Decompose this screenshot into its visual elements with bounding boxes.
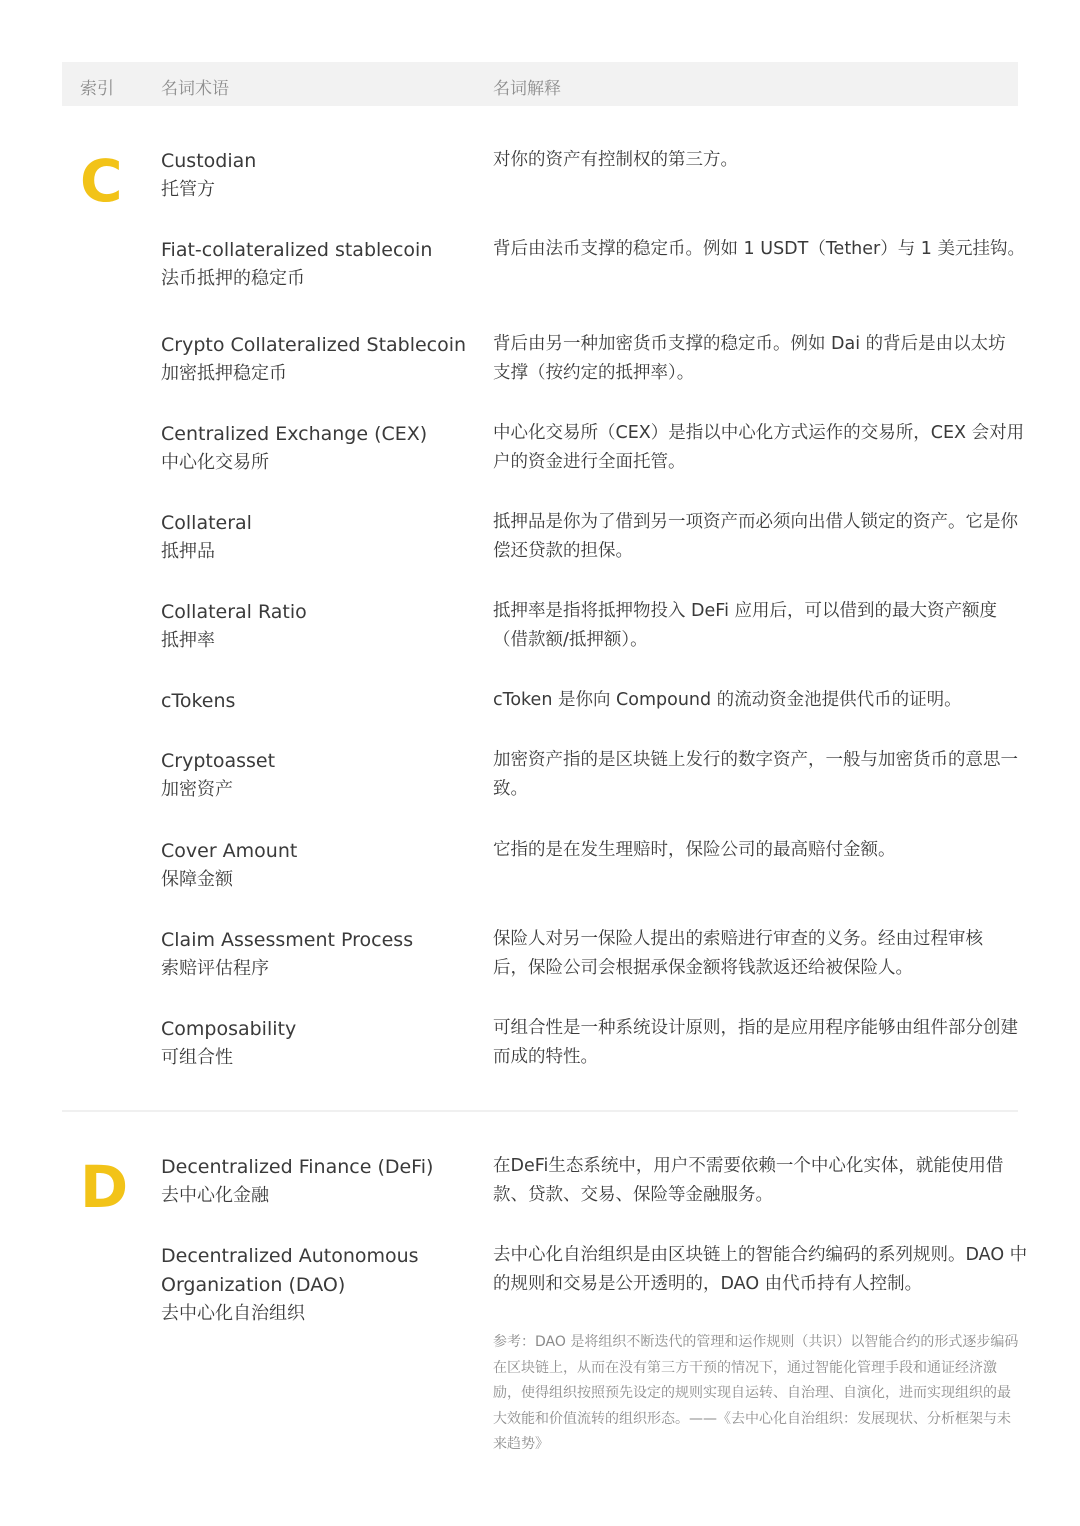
term-cn: 中心化交易所	[161, 452, 269, 473]
definition: 抵押品是你为了借到另一项资产而必须向出借人锁定的资产。它是你偿还贷款的担保。	[493, 512, 1018, 561]
definition: 背后由法币支撑的稳定币。例如 1 USDT（Tether）与 1 美元挂钩。	[493, 239, 1025, 259]
term-collateral	[161, 509, 471, 566]
term-en: Crypto Collateralized Stablecoin	[161, 334, 467, 356]
section-divider	[62, 1110, 1018, 1112]
term-custodian	[161, 147, 471, 204]
term-defi	[161, 1153, 471, 1210]
definition: 保险人对另一保险人提出的索赔进行审查的义务。经由过程审核后，保险公司会根据承保金额将钱款返还给被保险人。	[493, 929, 983, 978]
term-cn: 抵押率	[161, 630, 215, 651]
term-cryptoasset	[161, 747, 471, 804]
term-cn: 托管方	[161, 179, 215, 200]
term-en: Centralized Exchange (CEX)	[161, 423, 428, 445]
term-cn: 加密资产	[161, 779, 233, 800]
term-cn: 法币抵押的稳定币	[161, 268, 305, 289]
definition: 它指的是在发生理赔时，保险公司的最高赔付金额。	[493, 840, 896, 860]
definition: 加密资产指的是区块链上发行的数字资产，一般与加密货币的意思一致。	[493, 750, 1018, 799]
term-en: Collateral Ratio	[161, 601, 307, 623]
term-en: Decentralized Finance (DeFi)	[161, 1156, 434, 1178]
term-cex	[161, 420, 471, 477]
definition: 抵押率是指将抵押物投入 DeFi 应用后，可以借到的最大资产额度（借款额/抵押额）。	[493, 601, 998, 650]
definition: 在DeFi生态系统中，用户不需要依赖一个中心化实体，就能使用借款、贷款、交易、保险等金融服务。	[493, 1156, 1004, 1205]
term-cn: 去中心化金融	[161, 1185, 269, 1206]
header-index: 索引	[80, 79, 114, 99]
term-cover-amount	[161, 837, 471, 894]
definition: 背后由另一种加密货币支撑的稳定币。例如 Dai 的背后是由以太坊支撑（按约定的抵押率）。	[493, 334, 1006, 383]
term-dao	[161, 1242, 421, 1328]
term-en: Claim Assessment Process	[161, 929, 414, 951]
term-collateral-ratio	[161, 598, 471, 655]
definition: 去中心化自治组织是由区块链上的智能合约编码的系列规则。DAO 中的规则和交易是公开透明的，DAO 由代币持有人控制。	[493, 1245, 1028, 1294]
term-en: Cover Amount	[161, 840, 298, 862]
term-cn: 去中心化自治组织	[161, 1303, 305, 1324]
term-crypto-stablecoin	[161, 331, 471, 388]
header-term: 名词术语	[161, 79, 229, 99]
term-en: cTokens	[161, 690, 236, 712]
term-en: Collateral	[161, 512, 252, 534]
term-en: Custodian	[161, 150, 257, 172]
definition: 可组合性是一种系统设计原则，指的是应用程序能够由组件部分创建而成的特性。	[493, 1018, 1018, 1067]
term-ctokens	[161, 687, 471, 716]
term-cn: 保障金额	[161, 869, 233, 890]
term-en: Composability	[161, 1018, 297, 1040]
reference-note: 参考：DAO 是将组织不断迭代的管理和运作规则（共识）以智能合约的形式逐步编码在区块链上，从而在没有第三方干预的情况下，通过智能化管理手段和通证经济激励，使得组织按照预先设定的规则实现自运转、自治理、自演化，进而实现组织的最大效能和价值流转的组织形态。——《去中心化自治组织：发展现状、分析框架与未来趋势》	[493, 1334, 1019, 1452]
term-cn: 加密抵押稳定币	[161, 363, 287, 384]
term-en: Cryptoasset	[161, 750, 276, 772]
definition: 对你的资产有控制权的第三方。	[493, 150, 738, 170]
term-fiat-stablecoin	[161, 236, 471, 293]
definition: 中心化交易所（CEX）是指以中心化方式运作的交易所，CEX 会对用户的资金进行全面托管。	[493, 423, 1025, 472]
term-cn: 抵押品	[161, 541, 215, 562]
section-letter-d: D	[80, 1153, 129, 1221]
table-header	[62, 62, 1018, 106]
term-cn: 可组合性	[161, 1047, 233, 1068]
term-en: Decentralized Autonomous Organization (DAO)	[161, 1245, 419, 1296]
term-en: Fiat-collateralized stablecoin	[161, 239, 433, 261]
term-composability	[161, 1015, 471, 1072]
term-claim-assessment	[161, 926, 471, 983]
section-letter-c: C	[80, 147, 123, 215]
term-cn: 索赔评估程序	[161, 958, 269, 979]
definition: cToken 是你向 Compound 的流动资金池提供代币的证明。	[493, 690, 962, 710]
header-definition: 名词解释	[493, 79, 561, 99]
